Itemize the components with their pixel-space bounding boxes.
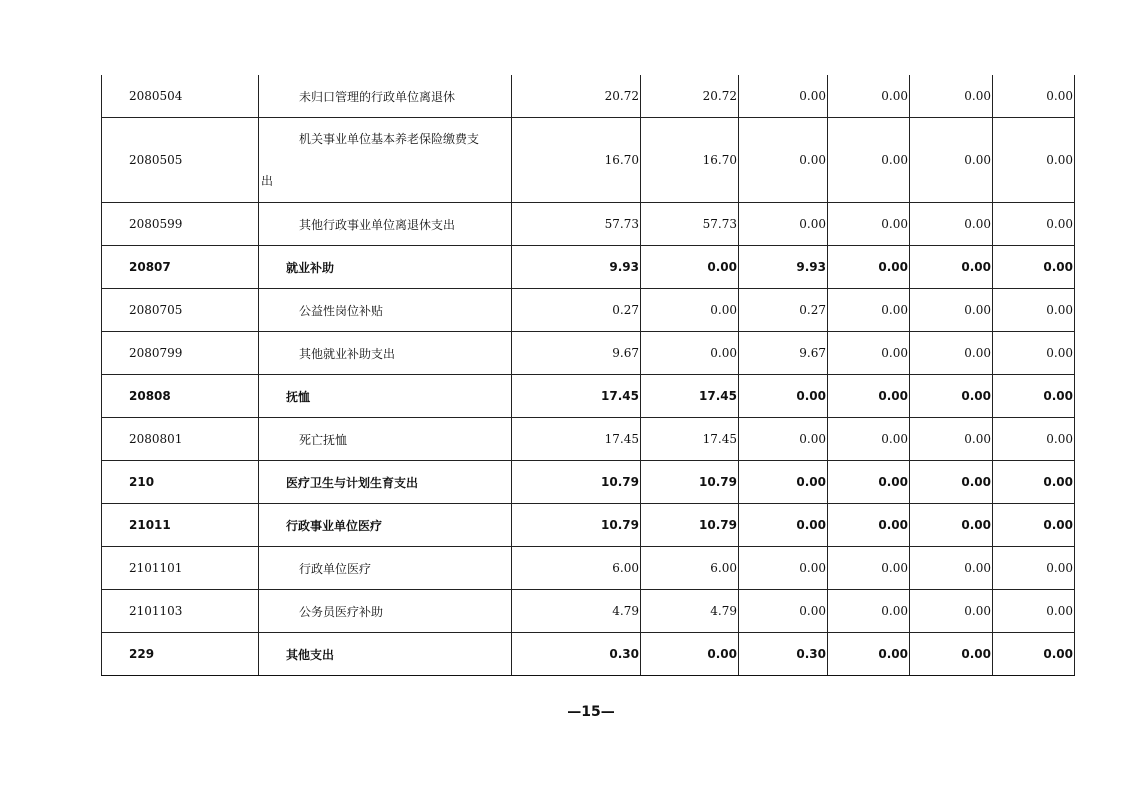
amount-cell: 17.45 — [641, 375, 739, 418]
subject-name: 其他行政事业单位离退休支出 — [259, 203, 512, 246]
amount-cell: 0.00 — [910, 75, 993, 118]
table-row — [102, 418, 1075, 461]
amount-cell: 9.93 — [512, 246, 641, 289]
amount-cell: 0.00 — [910, 289, 993, 332]
subject-code: 2080505 — [102, 118, 259, 203]
amount-cell: 0.00 — [910, 418, 993, 461]
subject-name: 其他就业补助支出 — [259, 332, 512, 375]
subject-code: 2080801 — [102, 418, 259, 461]
subject-name: 医疗卫生与计划生育支出 — [259, 461, 512, 504]
table-row — [102, 633, 1075, 676]
amount-cell: 0.00 — [910, 332, 993, 375]
page-number: —15— — [567, 704, 615, 720]
amount-cell: 9.93 — [739, 246, 828, 289]
amount-cell: 0.00 — [993, 547, 1075, 590]
amount-cell: 6.00 — [512, 547, 641, 590]
amount-cell: 0.00 — [993, 75, 1075, 118]
amount-cell: 0.00 — [910, 504, 993, 547]
amount-cell: 9.67 — [739, 332, 828, 375]
amount-cell: 0.00 — [641, 246, 739, 289]
subject-code: 210 — [102, 461, 259, 504]
amount-cell: 17.45 — [512, 375, 641, 418]
subject-name: 行政单位医疗 — [259, 547, 512, 590]
amount-cell: 20.72 — [512, 75, 641, 118]
amount-cell: 0.00 — [641, 332, 739, 375]
subject-name: 公益性岗位补贴 — [259, 289, 512, 332]
amount-cell: 0.27 — [512, 289, 641, 332]
amount-cell: 57.73 — [512, 203, 641, 246]
subject-name: 死亡抚恤 — [259, 418, 512, 461]
subject-name-line: 机关事业单位基本养老保险缴费支 — [299, 132, 480, 146]
table-row — [102, 332, 1075, 375]
amount-cell: 0.00 — [739, 547, 828, 590]
amount-cell: 4.79 — [641, 590, 739, 633]
table-row — [102, 289, 1075, 332]
amount-cell: 0.00 — [828, 118, 910, 203]
amount-cell: 0.00 — [641, 633, 739, 676]
table-row — [102, 547, 1075, 590]
amount-cell: 0.00 — [828, 418, 910, 461]
subject-code: 20808 — [102, 375, 259, 418]
amount-cell: 10.79 — [512, 461, 641, 504]
amount-cell: 0.00 — [641, 289, 739, 332]
amount-cell: 0.00 — [993, 289, 1075, 332]
amount-cell: 0.00 — [910, 633, 993, 676]
amount-cell: 0.00 — [828, 246, 910, 289]
amount-cell: 6.00 — [641, 547, 739, 590]
amount-cell: 0.00 — [739, 504, 828, 547]
amount-cell: 0.00 — [993, 504, 1075, 547]
amount-cell: 4.79 — [512, 590, 641, 633]
amount-cell: 10.79 — [641, 461, 739, 504]
table-row — [102, 461, 1075, 504]
amount-cell: 0.30 — [512, 633, 641, 676]
amount-cell: 0.00 — [739, 203, 828, 246]
amount-cell: 0.00 — [828, 289, 910, 332]
amount-cell: 17.45 — [512, 418, 641, 461]
subject-code: 2080504 — [102, 75, 259, 118]
amount-cell: 0.00 — [910, 590, 993, 633]
subject-code: 2080599 — [102, 203, 259, 246]
amount-cell: 0.00 — [993, 118, 1075, 203]
amount-cell: 0.00 — [739, 418, 828, 461]
subject-code: 21011 — [102, 504, 259, 547]
amount-cell: 20.72 — [641, 75, 739, 118]
amount-cell: 9.67 — [512, 332, 641, 375]
amount-cell: 0.00 — [739, 375, 828, 418]
amount-cell: 0.00 — [910, 118, 993, 203]
amount-cell: 0.00 — [828, 547, 910, 590]
amount-cell: 0.00 — [828, 203, 910, 246]
amount-cell: 0.00 — [828, 590, 910, 633]
amount-cell: 0.27 — [739, 289, 828, 332]
amount-cell: 17.45 — [641, 418, 739, 461]
amount-cell: 0.00 — [739, 590, 828, 633]
amount-cell: 0.00 — [910, 375, 993, 418]
subject-name: 抚恤 — [259, 375, 512, 418]
amount-cell: 10.79 — [512, 504, 641, 547]
amount-cell: 0.00 — [739, 118, 828, 203]
amount-cell: 0.00 — [739, 75, 828, 118]
amount-cell: 10.79 — [641, 504, 739, 547]
subject-name — [259, 118, 512, 203]
amount-cell: 0.00 — [993, 375, 1075, 418]
amount-cell: 0.30 — [739, 633, 828, 676]
subject-name: 行政事业单位医疗 — [259, 504, 512, 547]
subject-code: 2101101 — [102, 547, 259, 590]
table-row — [102, 504, 1075, 547]
table-row — [102, 118, 1075, 203]
amount-cell: 16.70 — [512, 118, 641, 203]
amount-cell: 0.00 — [828, 332, 910, 375]
table-row — [102, 246, 1075, 289]
subject-code: 20807 — [102, 246, 259, 289]
amount-cell: 0.00 — [828, 461, 910, 504]
expenditure-table — [101, 75, 1075, 676]
amount-cell: 0.00 — [828, 633, 910, 676]
subject-code: 229 — [102, 633, 259, 676]
subject-code: 2080799 — [102, 332, 259, 375]
amount-cell: 0.00 — [739, 461, 828, 504]
amount-cell: 0.00 — [993, 590, 1075, 633]
subject-name: 未归口管理的行政单位离退休 — [259, 75, 512, 118]
amount-cell: 0.00 — [993, 246, 1075, 289]
subject-name-line: 出 — [261, 174, 274, 188]
amount-cell: 0.00 — [910, 547, 993, 590]
subject-name: 就业补助 — [259, 246, 512, 289]
table-row — [102, 75, 1075, 118]
amount-cell: 0.00 — [828, 75, 910, 118]
amount-cell: 0.00 — [993, 461, 1075, 504]
table-row — [102, 590, 1075, 633]
amount-cell: 0.00 — [910, 246, 993, 289]
amount-cell: 0.00 — [993, 332, 1075, 375]
subject-code: 2101103 — [102, 590, 259, 633]
amount-cell: 0.00 — [910, 461, 993, 504]
amount-cell: 0.00 — [828, 375, 910, 418]
table-row — [102, 375, 1075, 418]
amount-cell: 0.00 — [993, 633, 1075, 676]
table-row — [102, 203, 1075, 246]
amount-cell: 0.00 — [828, 504, 910, 547]
amount-cell: 0.00 — [993, 418, 1075, 461]
amount-cell: 0.00 — [910, 203, 993, 246]
subject-name: 公务员医疗补助 — [259, 590, 512, 633]
subject-name: 其他支出 — [259, 633, 512, 676]
amount-cell: 16.70 — [641, 118, 739, 203]
amount-cell: 0.00 — [993, 203, 1075, 246]
amount-cell: 57.73 — [641, 203, 739, 246]
subject-code: 2080705 — [102, 289, 259, 332]
